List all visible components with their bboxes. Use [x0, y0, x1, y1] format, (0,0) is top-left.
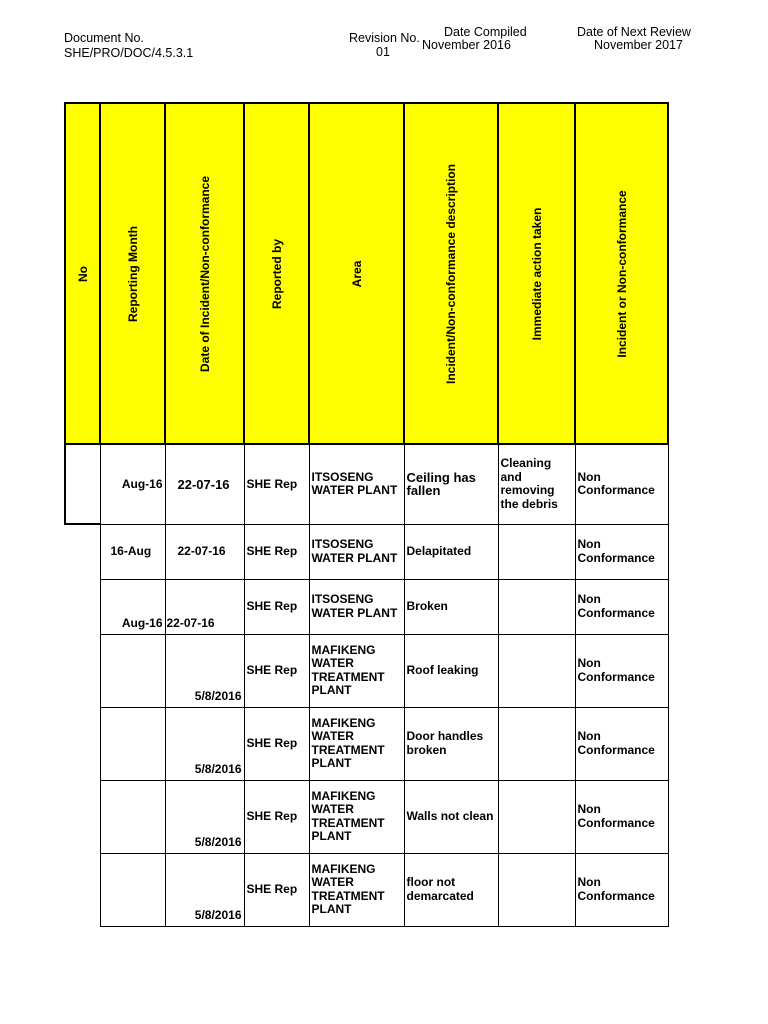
document-number-label: Document No.: [64, 31, 144, 45]
description-cell: Delapitated: [404, 524, 498, 579]
table-row: [65, 579, 668, 634]
action-cell: [498, 524, 575, 579]
date-compiled-label: Date Compiled: [444, 25, 527, 39]
reported-by-cell: SHE Rep: [244, 634, 309, 707]
row-number-cell: [65, 579, 100, 634]
action-cell: Cleaning and removing the debris: [498, 444, 575, 524]
revision-label: Revision No.: [349, 31, 420, 45]
row-number-cell: [65, 780, 100, 853]
reporting-month-cell: [100, 780, 165, 853]
reported-by-cell: SHE Rep: [244, 707, 309, 780]
table-row: [65, 524, 668, 579]
reporting-month-cell: Aug-16: [100, 444, 165, 524]
next-review-label: Date of Next Review: [577, 25, 691, 39]
incident-date-cell: 22-07-16: [165, 444, 244, 524]
row-number-cell: [65, 853, 100, 926]
column-header-date: Date of Incident/Non-conformance: [165, 103, 244, 444]
column-header-action: Immediate action taken: [498, 103, 575, 444]
area-cell: MAFIKENG WATER TREATMENT PLANT: [309, 780, 404, 853]
row-number-cell: [65, 634, 100, 707]
revision-value: 01: [376, 45, 390, 59]
table-row: [65, 780, 668, 853]
table-row: [65, 444, 668, 524]
date-compiled-value: November 2016: [422, 38, 511, 52]
area-cell: ITSOSENG WATER PLANT: [309, 579, 404, 634]
incident-log-table: [64, 102, 669, 927]
table-row: [65, 634, 668, 707]
type-cell: Non Conformance: [575, 853, 668, 926]
type-cell: Non Conformance: [575, 707, 668, 780]
reporting-month-cell: [100, 853, 165, 926]
action-cell: [498, 853, 575, 926]
column-header-type: Incident or Non-conformance: [575, 103, 668, 444]
table-row: [65, 853, 668, 926]
reported-by-cell: SHE Rep: [244, 780, 309, 853]
type-cell: Non Conformance: [575, 634, 668, 707]
description-cell: Ceiling has fallen: [404, 444, 498, 524]
area-cell: ITSOSENG WATER PLANT: [309, 444, 404, 524]
reported-by-cell: SHE Rep: [244, 853, 309, 926]
action-cell: [498, 780, 575, 853]
reporting-month-cell: [100, 634, 165, 707]
action-cell: [498, 707, 575, 780]
area-cell: ITSOSENG WATER PLANT: [309, 524, 404, 579]
column-header-reported-by: Reported by: [244, 103, 309, 444]
column-header-no: No: [65, 103, 100, 444]
description-cell: floor not demarcated: [404, 853, 498, 926]
column-header-description: Incident/Non-conformance description: [404, 103, 498, 444]
row-number-cell: [65, 524, 100, 579]
area-cell: MAFIKENG WATER TREATMENT PLANT: [309, 853, 404, 926]
incident-date-cell: 22-07-16: [165, 579, 244, 634]
reported-by-cell: SHE Rep: [244, 524, 309, 579]
column-header-reporting-month: Reporting Month: [100, 103, 165, 444]
document-number-value: SHE/PRO/DOC/4.5.3.1: [64, 46, 194, 60]
next-review-value: November 2017: [594, 38, 683, 52]
reporting-month-cell: [100, 707, 165, 780]
incident-date-cell: 5/8/2016: [165, 853, 244, 926]
incident-date-cell: 5/8/2016: [165, 634, 244, 707]
description-cell: Walls not clean: [404, 780, 498, 853]
type-cell: Non Conformance: [575, 780, 668, 853]
incident-date-cell: 5/8/2016: [165, 780, 244, 853]
row-number-cell: [65, 707, 100, 780]
description-cell: Broken: [404, 579, 498, 634]
description-cell: Door handles broken: [404, 707, 498, 780]
table-row: [65, 707, 668, 780]
reporting-month-cell: 16-Aug: [100, 524, 165, 579]
reporting-month-cell: Aug-16: [100, 579, 165, 634]
row-number-cell: [65, 444, 100, 524]
type-cell: Non Conformance: [575, 444, 668, 524]
action-cell: [498, 579, 575, 634]
action-cell: [498, 634, 575, 707]
description-cell: Roof leaking: [404, 634, 498, 707]
area-cell: MAFIKENG WATER TREATMENT PLANT: [309, 707, 404, 780]
column-header-area: Area: [309, 103, 404, 444]
type-cell: Non Conformance: [575, 579, 668, 634]
type-cell: Non Conformance: [575, 524, 668, 579]
area-cell: MAFIKENG WATER TREATMENT PLANT: [309, 634, 404, 707]
reported-by-cell: SHE Rep: [244, 444, 309, 524]
incident-date-cell: 5/8/2016: [165, 707, 244, 780]
reported-by-cell: SHE Rep: [244, 579, 309, 634]
incident-date-cell: 22-07-16: [165, 524, 244, 579]
table-header-row: [65, 103, 668, 444]
